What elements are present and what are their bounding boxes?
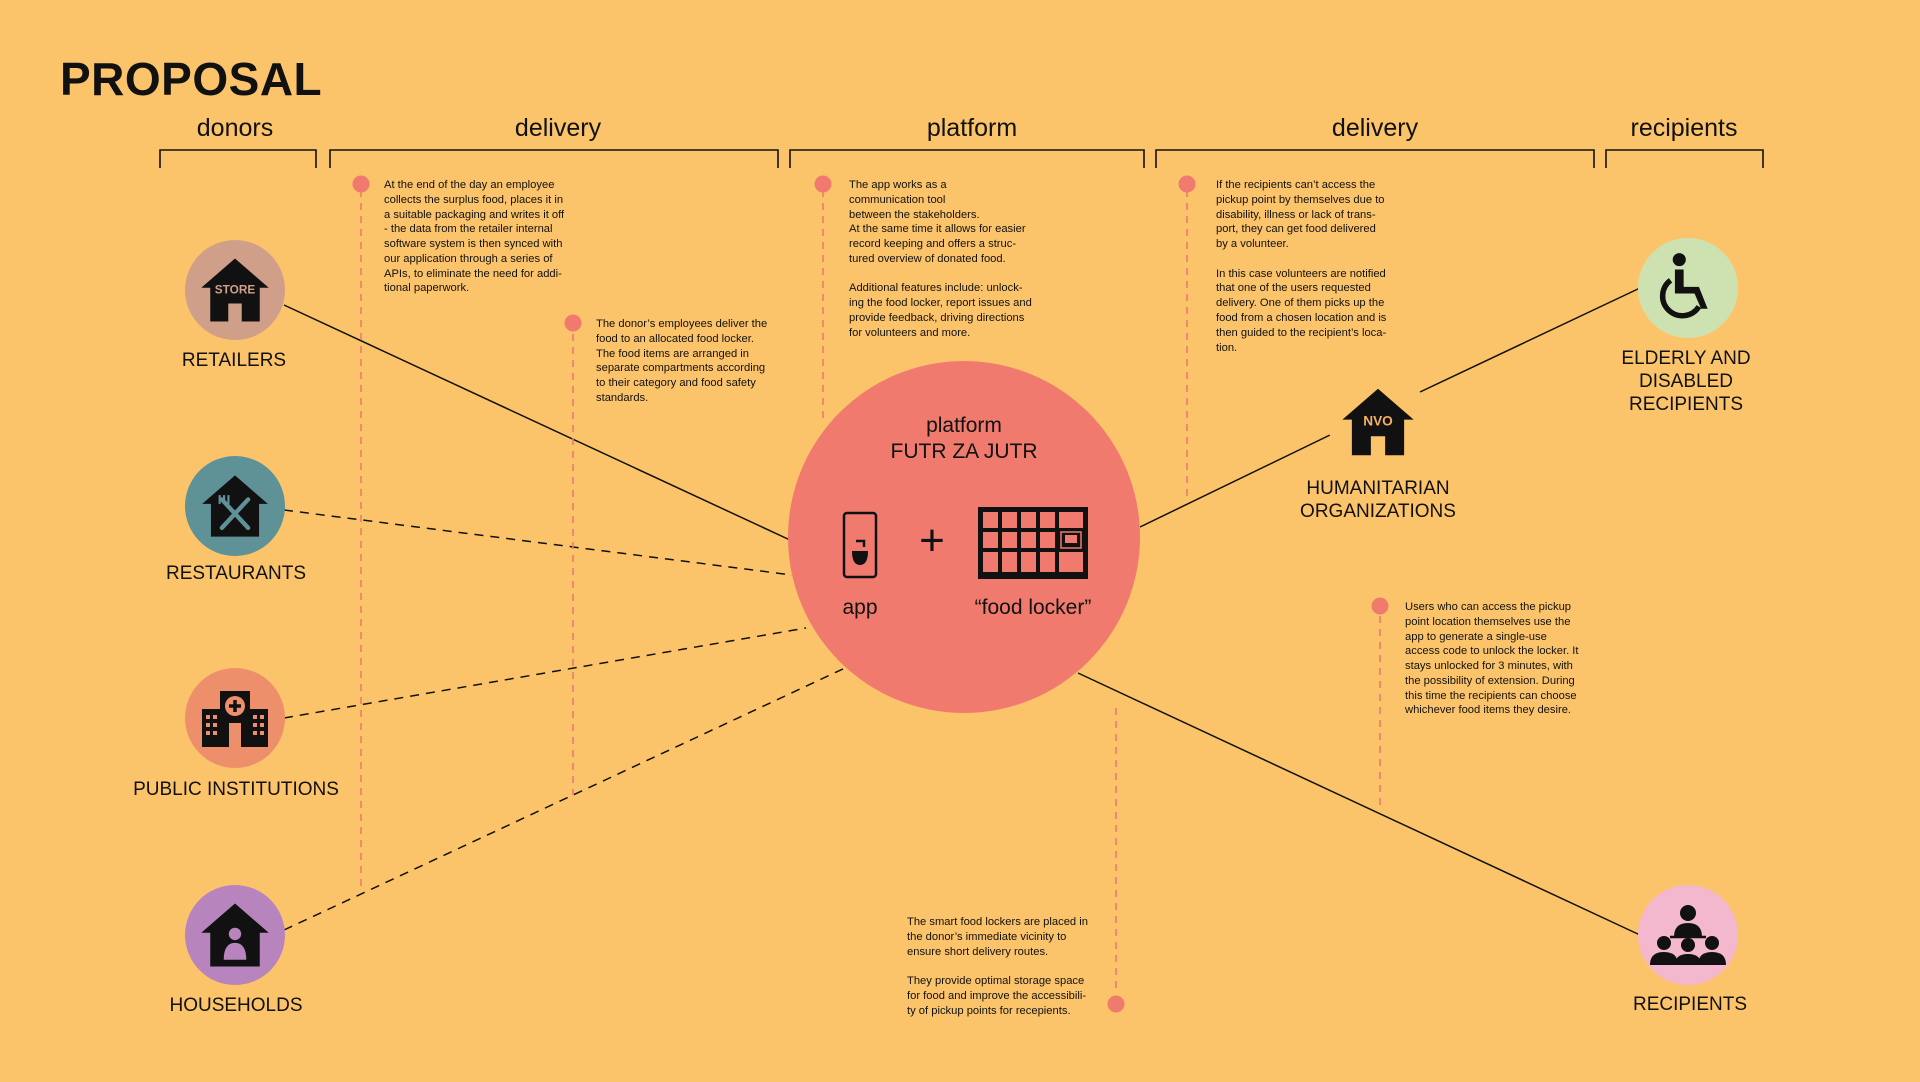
column-brackets — [160, 150, 1763, 168]
note-dot-2 — [565, 315, 582, 332]
bracket-delivery-right — [1156, 150, 1594, 168]
line-public — [284, 628, 806, 718]
note-dot-4 — [1179, 176, 1196, 193]
family-house-icon — [199, 899, 271, 971]
column-header-donors: donors — [196, 114, 274, 142]
retailers-label: RETAILERS — [181, 350, 287, 371]
public-institutions-node — [185, 668, 285, 768]
recipients-node — [1638, 885, 1738, 985]
retailers-node — [185, 240, 285, 340]
restaurants-node — [185, 456, 285, 556]
bracket-delivery-left — [330, 150, 778, 168]
food-locker-label: “food locker” — [974, 596, 1092, 619]
elderly-node — [1638, 238, 1738, 338]
ngo-node — [1328, 372, 1428, 472]
note-volunteer-delivery: If the recipients can’t access the pickup point by themselves due to disability, illness or lack of trans- port, they can get food delivered by a volunteer. In this case volunteers are notified that one of the users requested delivery. One of them picks up the food from a chosen location and is then guided to the recipient’s loca- tion. — [1216, 179, 1387, 354]
note-dot-3 — [815, 176, 832, 193]
platform-line1: platform — [926, 414, 1002, 437]
note-dot-1 — [353, 176, 370, 193]
ngo-label: HUMANITARIAN ORGANIZATIONS — [1300, 478, 1456, 522]
column-header-platform: platform — [926, 114, 1018, 142]
wheelchair-icon — [1655, 252, 1721, 324]
bracket-donors — [160, 150, 316, 168]
note-donor-delivery: The donor’s employees deliver the food to an allocated food locker. The food items are arranged in separate compartments according to their category and food safety standards. — [596, 318, 768, 404]
note-app: The app works as a communication tool between the stakeholders. At the same time it allows for easier record keeping and offers a struc- tured overview of donated food. Additional features include: unlock- ing the food locker, report issues and provide feedback, driving directions for volunteers and more. — [849, 179, 1032, 339]
public-institutions-label: PUBLIC INSTITUTIONS — [133, 779, 339, 800]
note-self-pickup: Users who can access the pickup point location themselves use the app to generate a single-use access code to unlock the locker. It stays unlocked for 3 minutes, with the possibility of extension. During this time the recipients can choose whichever food items they desire. — [1405, 601, 1579, 717]
platform-name: FUTR ZA JUTR — [890, 440, 1038, 463]
bracket-recipients — [1606, 150, 1763, 168]
column-header-recipients: recipients — [1630, 114, 1738, 142]
store-badge: STORE — [214, 282, 256, 297]
ngo-badge: NVO — [1363, 413, 1393, 429]
restaurants-label: RESTAURANTS — [165, 563, 307, 584]
note-donor-pickup: At the end of the day an employee collects the surplus food, places it in a suitable packaging and writes it off - the data from the retailer internal software system is then synced with our application through a series of APIs, to eliminate the need for addi- tional paperwork. — [384, 179, 565, 295]
restaurant-house-icon — [200, 471, 270, 541]
page-title: PROPOSAL — [60, 53, 323, 105]
ngo-house-icon — [1340, 384, 1416, 460]
store-house-icon — [199, 254, 271, 326]
households-node — [185, 885, 285, 985]
elderly-label: ELDERLY AND DISABLED RECIPIENTS — [1621, 348, 1751, 415]
note-dot-5 — [1372, 598, 1389, 615]
column-header-delivery-right: delivery — [1331, 114, 1419, 142]
bracket-platform — [790, 150, 1144, 168]
platform-circle — [788, 361, 1140, 713]
phone-app-icon — [842, 511, 878, 579]
locker-icon — [978, 507, 1088, 579]
recipients-label: RECIPIENTS — [1632, 994, 1748, 1015]
note-smart-lockers: The smart food lockers are placed in the donor’s immediate vicinity to ensure short delivery routes. They provide optimal storage space for food and improve the accessibili- ty of pickup points for recepients. — [907, 916, 1088, 1017]
app-label: app — [842, 596, 878, 619]
column-header-delivery-left: delivery — [514, 114, 602, 142]
hospital-building-icon — [198, 687, 272, 749]
people-group-icon — [1648, 903, 1728, 967]
plus-sign: + — [919, 516, 945, 565]
households-label: HOUSEHOLDS — [169, 995, 303, 1016]
